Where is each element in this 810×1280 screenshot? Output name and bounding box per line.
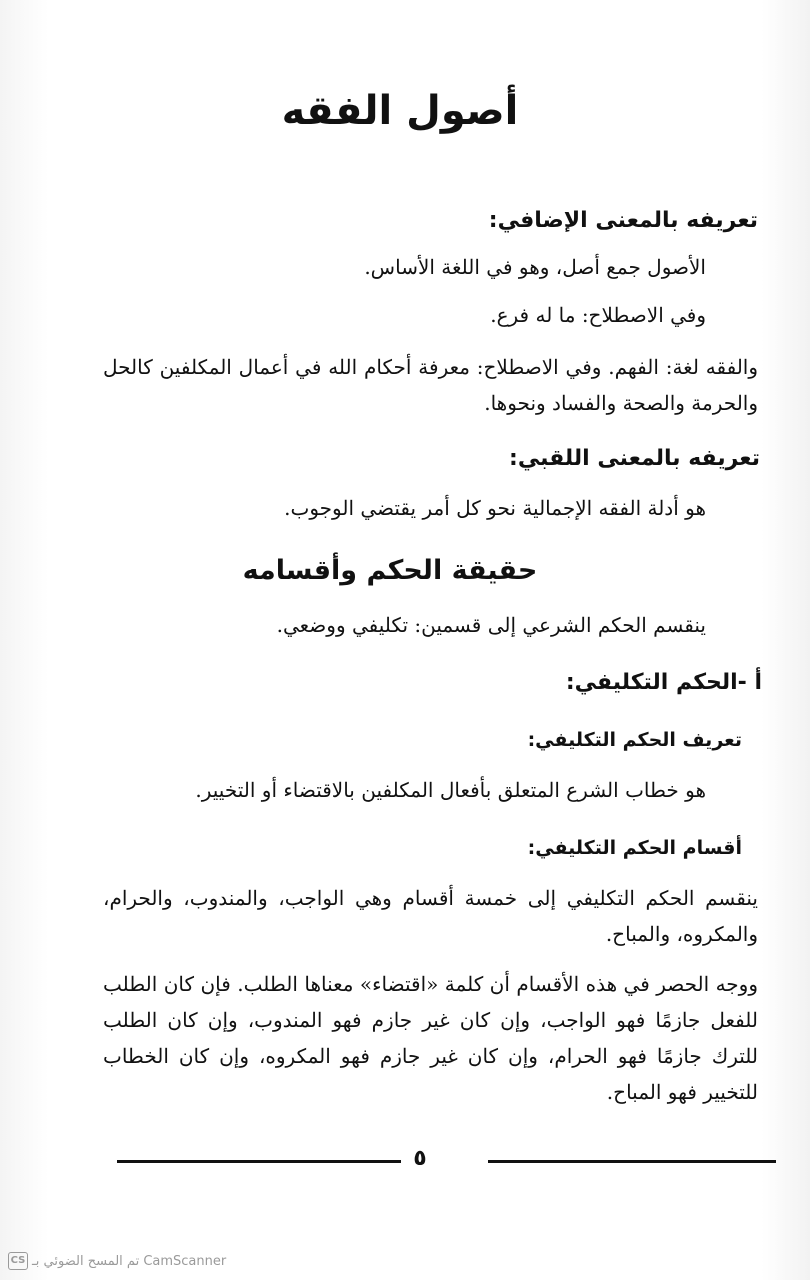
- text-line: هو أدلة الفقه الإجمالية نحو كل أمر يقتضي الوجوب.: [284, 496, 706, 520]
- text-line: الأصول جمع أصل، وهو في اللغة الأساس.: [364, 255, 706, 279]
- heading-taklifi-types: أقسام الحكم التكليفي:: [527, 837, 742, 859]
- text-line: وفي الاصطلاح: ما له فرع.: [490, 303, 706, 327]
- text-line: ينقسم الحكم الشرعي إلى قسمين: تكليفي ووضعي.: [276, 613, 706, 637]
- heading-taklifi-definition: تعريف الحكم التكليفي:: [527, 729, 742, 751]
- watermark-text: تم المسح الضوئي بـ CamScanner: [32, 1253, 227, 1269]
- paragraph-taklifi-reason: ووجه الحصر في هذه الأقسام أن كلمة «اقتضاء» معناها الطلب. فإن كان الطلب للفعل جازمًا فهو الواجب، وإن كان غير جازم فهو المندوب، وإن كان الطلب للترك جازمًا فهو الحرام، وإن كان غير جازم فهو المكروه، وإن كان الخطاب للتخيير فهو المباح.: [103, 972, 758, 1104]
- page-number: ٥: [413, 1146, 427, 1171]
- footer-rule-left: [117, 1160, 401, 1163]
- heading-titular-meaning: تعريفه بالمعنى اللقبي:: [509, 446, 760, 471]
- scanner-watermark: [8, 1252, 226, 1270]
- text-line: هو خطاب الشرع المتعلق بأفعال المكلفين بالاقتضاء أو التخيير.: [195, 778, 706, 802]
- footer-rule-right: [488, 1160, 776, 1163]
- heading-part-a: أ -الحكم التكليفي:: [565, 670, 762, 695]
- paragraph-fiqh-definition: والفقه لغة: الفهم. وفي الاصطلاح: معرفة أحكام الله في أعمال المكلفين كالحل والحرمة والصحة والفساد ونحوها.: [103, 355, 759, 415]
- page-title: أصول الفقه: [281, 88, 519, 134]
- heading-additive-meaning: تعريفه بالمعنى الإضافي:: [488, 208, 758, 233]
- camscanner-logo-icon: CS: [8, 1252, 28, 1270]
- section-subtitle: حقيقة الحكم وأقسامه: [242, 555, 538, 586]
- paragraph-taklifi-types: ينقسم الحكم التكليفي إلى خمسة أقسام وهي الواجب، والمندوب، والحرام، والمكروه، والمباح.: [103, 886, 758, 946]
